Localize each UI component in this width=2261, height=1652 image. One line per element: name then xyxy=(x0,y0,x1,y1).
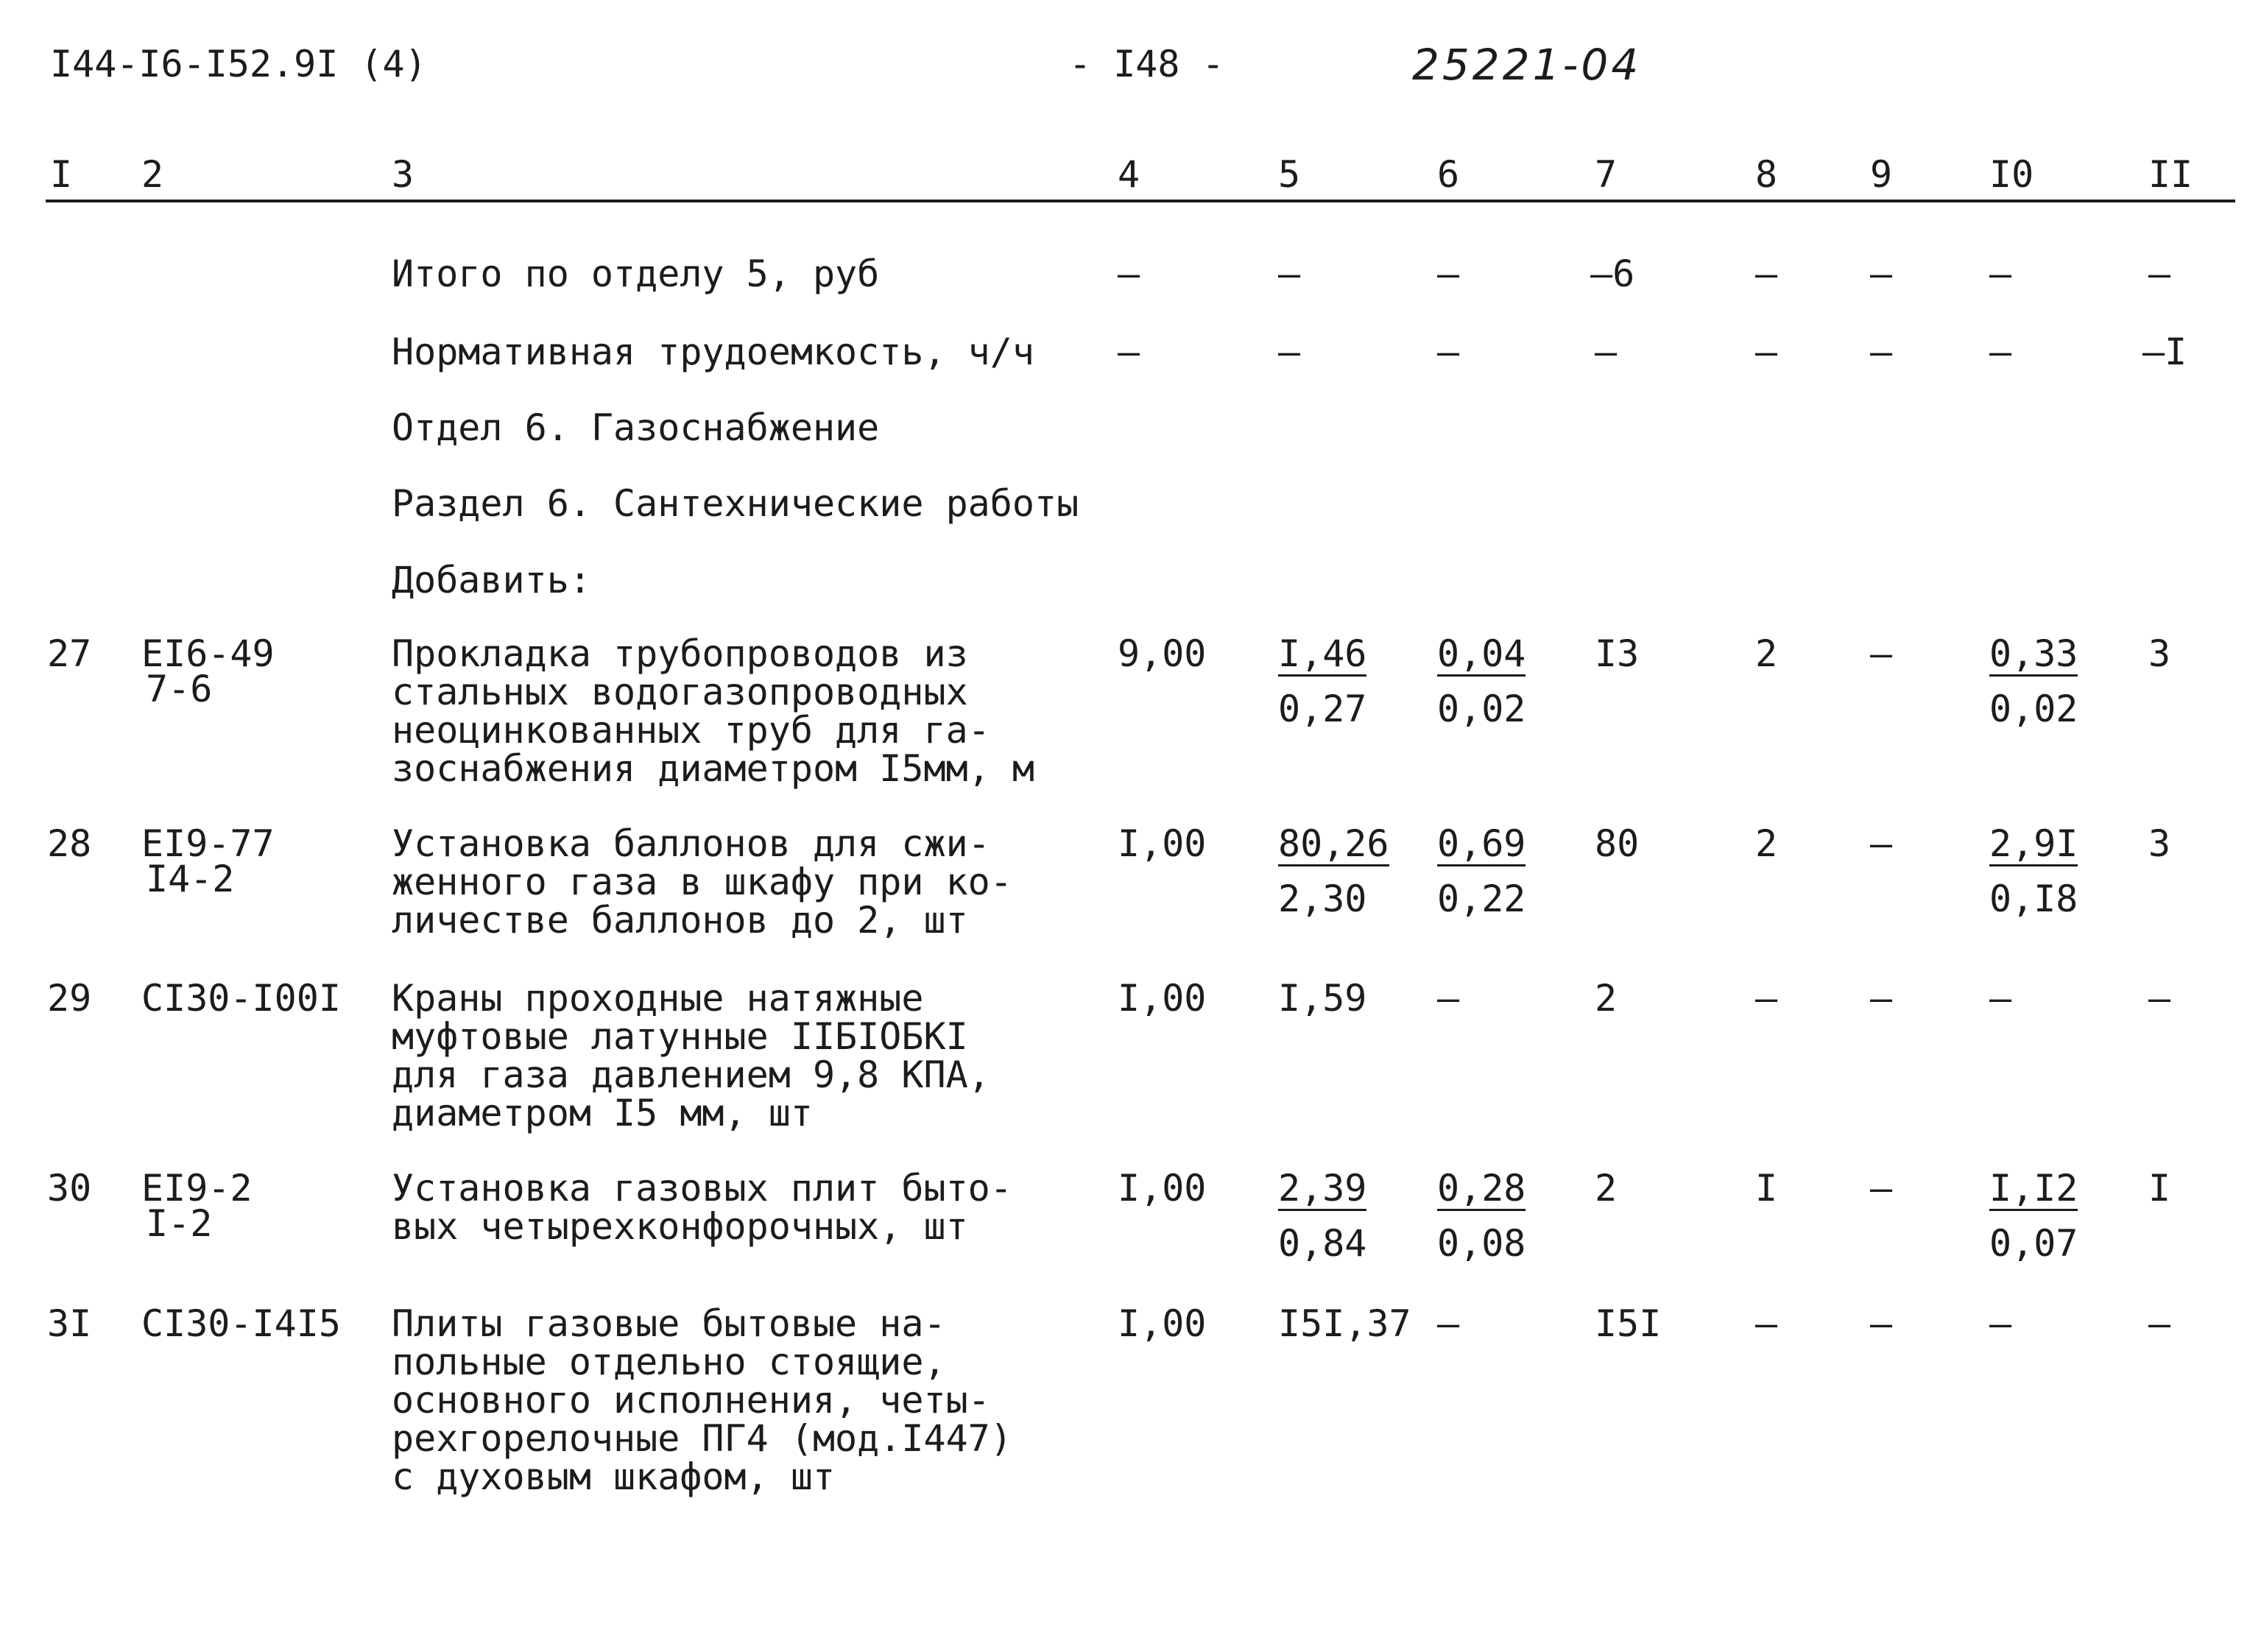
labor-fraction xyxy=(1989,632,2078,730)
total-cost: 80 xyxy=(1595,822,1640,865)
unit-cost: I,59 xyxy=(1278,977,1367,1020)
column-8-value: I xyxy=(1755,1167,1778,1210)
rate-code-sub: I-2 xyxy=(146,1202,213,1245)
unit-cost-fraction xyxy=(1278,1169,1366,1263)
machine-cost: – xyxy=(1437,1302,1460,1345)
column-9-value: – xyxy=(1870,632,1893,675)
rate-code-sub: 7-6 xyxy=(146,668,213,710)
fraction-top: I,46 xyxy=(1278,632,1367,675)
labor-value: – xyxy=(1118,331,1140,373)
rate-code: CI30-I4I5 xyxy=(141,1302,341,1345)
fraction-bottom: 0,22 xyxy=(1437,878,1526,920)
work-description: Плиты газовые бытовые на- польные отдельно стоящие, основного исполнения, четы- рехгорелочные ПГ4 (мод.I447) с духовым шкафом, шт xyxy=(392,1302,1012,1498)
row-number: 27 xyxy=(47,632,92,675)
rate-code: EI6-49 xyxy=(141,632,275,675)
column-number: 3 xyxy=(392,153,415,196)
registration-stamp: 25221-04 xyxy=(1412,40,1642,90)
work-description: Установка газовых плит быто- вых четырехконфорочных, шт xyxy=(392,1167,1012,1248)
total-value: – xyxy=(1118,253,1140,295)
fraction-bottom: 0,02 xyxy=(1437,688,1526,730)
fraction-bottom: 0,27 xyxy=(1278,688,1367,730)
row-number: 30 xyxy=(47,1167,92,1210)
column-number: 5 xyxy=(1278,153,1301,196)
column-number: 4 xyxy=(1118,153,1140,196)
labor-value: – xyxy=(1989,331,2012,373)
header-rule xyxy=(46,200,2235,202)
machine-cost-fraction xyxy=(1437,822,1526,920)
column-number: I xyxy=(50,153,73,196)
column-9-value: – xyxy=(1870,1167,1893,1210)
column-9-value: – xyxy=(1870,822,1893,865)
total-cost: I3 xyxy=(1595,632,1640,675)
total-value: – xyxy=(1755,253,1778,295)
rate-code: CI30-I00I xyxy=(141,977,341,1020)
department-heading: Отдел 6. Газоснабжение xyxy=(392,406,880,449)
total-cost: 2 xyxy=(1595,977,1618,1020)
row-number: 28 xyxy=(47,822,92,865)
work-description: Установка баллонов для сжи- женного газа в шкафу при ко- личестве баллонов до 2, шт xyxy=(392,822,1012,942)
total-cost: I5I xyxy=(1595,1302,1662,1345)
column-10-value: – xyxy=(1989,977,2012,1020)
work-description: Краны проходные натяжные муфтовые латунные IIБIОБКI для газа давлением 9,8 КПА, диаметром I5 мм, шт xyxy=(392,977,990,1134)
labor-value: – xyxy=(1278,331,1301,373)
column-11-value: 3 xyxy=(2148,822,2171,865)
document-code: I44-I6-I52.9I (4) xyxy=(50,43,427,85)
fraction-bottom: 2,30 xyxy=(1278,878,1367,920)
rate-code: EI9-2 xyxy=(141,1167,253,1210)
total-value: – xyxy=(1870,253,1893,295)
total-value: – xyxy=(1989,253,2012,295)
column-11-value: I xyxy=(2148,1167,2171,1210)
fraction-bottom: 0,07 xyxy=(1989,1222,2078,1265)
fraction-top: 0,28 xyxy=(1437,1167,1526,1210)
column-11-value: – xyxy=(2148,977,2171,1020)
total-label: Итого по отделу 5, руб xyxy=(392,253,880,295)
fraction-top: 2,9I xyxy=(1989,822,2078,865)
column-8-value: 2 xyxy=(1755,632,1778,675)
section-heading: Раздел 6. Сантехнические работы xyxy=(392,482,1079,525)
row-number: 3I xyxy=(47,1302,92,1345)
fraction-bottom: 0,08 xyxy=(1437,1222,1526,1265)
unit-cost-fraction xyxy=(1278,632,1367,730)
fraction-top: 80,26 xyxy=(1278,822,1389,865)
row-number: 29 xyxy=(47,977,92,1020)
total-value: – xyxy=(1278,253,1301,295)
labor-fraction xyxy=(1989,1169,2078,1263)
column-8-value: 2 xyxy=(1755,822,1778,865)
labor-value: – xyxy=(1755,331,1778,373)
fraction-top: 0,69 xyxy=(1437,822,1526,865)
quantity: I,00 xyxy=(1118,1302,1207,1345)
column-number: 6 xyxy=(1437,153,1460,196)
total-cost: 2 xyxy=(1595,1167,1618,1210)
labor-label: Нормативная трудоемкость, ч/ч xyxy=(392,331,1034,373)
fraction-top: 2,39 xyxy=(1278,1167,1367,1210)
column-number: II xyxy=(2148,153,2193,196)
labor-value: –I xyxy=(2142,331,2187,373)
column-10-value: – xyxy=(1989,1302,2012,1345)
rate-code-sub: I4-2 xyxy=(146,858,235,900)
total-value: – xyxy=(2148,253,2171,295)
unit-cost: I5I,37 xyxy=(1278,1302,1411,1345)
column-number: 2 xyxy=(141,153,164,196)
machine-cost-fraction xyxy=(1437,1169,1525,1263)
add-heading: Добавить: xyxy=(392,559,591,601)
column-8-value: – xyxy=(1755,977,1778,1020)
work-description: Прокладка трубопроводов из стальных водогазопроводных неоцинкованных труб для га- зоснабжения диаметром I5мм, м xyxy=(392,632,1034,790)
column-8-value: – xyxy=(1755,1302,1778,1345)
column-11-value: 3 xyxy=(2148,632,2171,675)
rate-code: EI9-77 xyxy=(141,822,275,865)
labor-value: – xyxy=(1595,331,1618,373)
fraction-bottom: 0,84 xyxy=(1278,1222,1367,1265)
labor-fraction xyxy=(1989,822,2078,920)
fraction-top: I,I2 xyxy=(1989,1167,2078,1210)
labor-value: – xyxy=(1870,331,1893,373)
column-9-value: – xyxy=(1870,977,1893,1020)
labor-value: – xyxy=(1437,331,1460,373)
total-value: – xyxy=(1437,253,1460,295)
quantity: I,00 xyxy=(1118,977,1207,1020)
total-value: –6 xyxy=(1590,253,1635,295)
quantity: 9,00 xyxy=(1118,632,1207,675)
fraction-bottom: 0,02 xyxy=(1989,688,2078,730)
column-number: 7 xyxy=(1595,153,1618,196)
quantity: I,00 xyxy=(1118,822,1207,865)
machine-cost: – xyxy=(1437,977,1460,1020)
machine-cost-fraction xyxy=(1437,632,1526,730)
column-9-value: – xyxy=(1870,1302,1893,1345)
unit-cost-fraction xyxy=(1278,822,1389,920)
column-number: 8 xyxy=(1755,153,1778,196)
page-number: - I48 - xyxy=(1069,43,1224,85)
column-number: 9 xyxy=(1870,153,1893,196)
quantity: I,00 xyxy=(1118,1167,1207,1210)
fraction-top: 0,04 xyxy=(1437,632,1526,675)
column-number: I0 xyxy=(1989,153,2034,196)
column-11-value: – xyxy=(2148,1302,2171,1345)
fraction-bottom: 0,I8 xyxy=(1989,878,2078,920)
fraction-top: 0,33 xyxy=(1989,632,2078,675)
